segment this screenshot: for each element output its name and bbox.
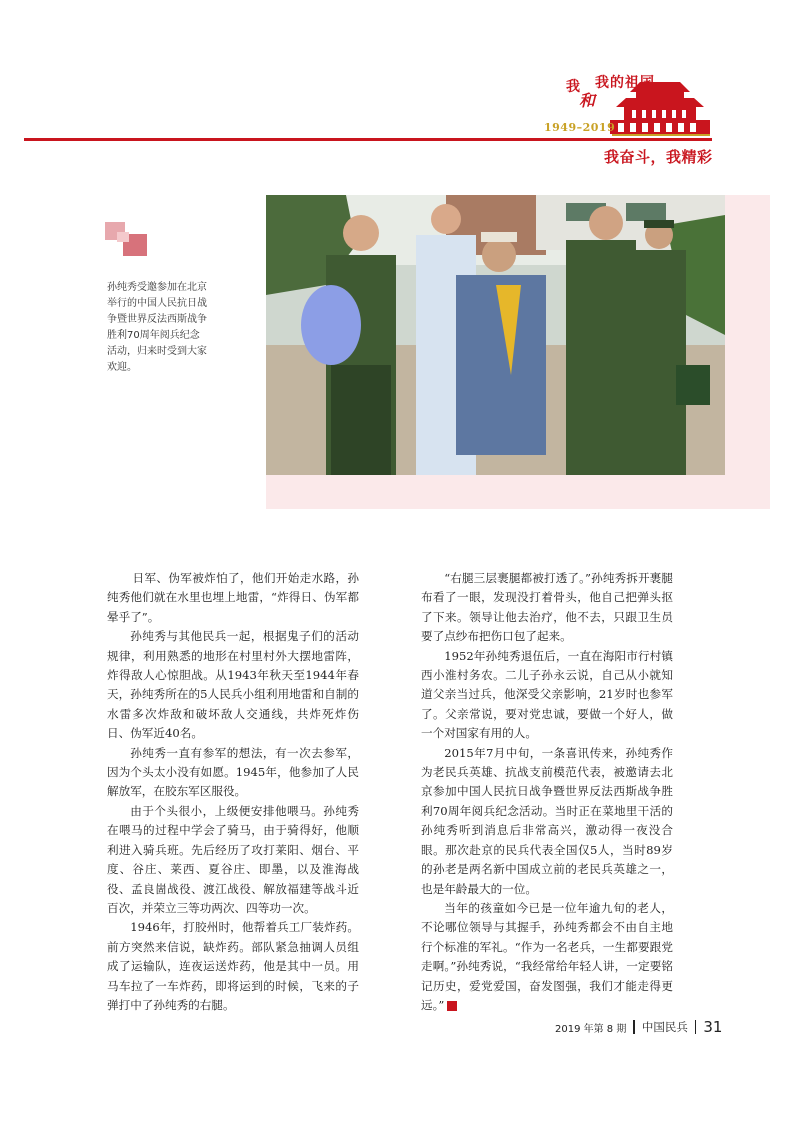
paragraph: 由于个头很小，上级便安排他喂马。孙纯秀在喂马的过程中学会了骑马，由于骑得好，他顺利进入骑兵班。先后经历了攻打莱阳、烟台、平度、谷庄、莱西、夏谷庄、即墨，以及淮海战役、孟良崮战役、渡江战役、解放福建等战斗近百次，并荣立三等功两次、四等功一次。 [107, 803, 359, 915]
page-footer [555, 1018, 722, 1036]
header-slogan: 我奋斗，我精彩 [604, 148, 713, 166]
photo-veteran-welcomed [266, 195, 725, 475]
logo-years: 1949–2019 [544, 121, 616, 134]
article-column-right [421, 569, 673, 1015]
paragraph-text: 当年的孩童如今已是一位年逾九旬的老人，不论哪位领导与其握手，孙纯秀都会不由自主地行个标准的军礼。“作为一名老兵，一生都要跟党走啊。”孙纯秀说，“我经常给年轻人讲，一定要铭记历史，爱党爱国，奋发图强，我们才能走得更远。” [421, 900, 673, 1012]
footer-issue: 2019 年第 8 期 [555, 1023, 627, 1035]
end-mark-icon: 兵 [447, 1001, 457, 1011]
paragraph: 2015年7月中旬，一条喜讯传来，孙纯秀作为老民兵英雄、抗战支前模范代表，被邀请去北京参加中国人民抗日战争暨世界反法西斯战争胜利70周年阅兵纪念活动。当时正在菜地里干活的孙纯秀听到消息后非常高兴，激动得一夜没合眼。那次赴京的民兵代表全国仅5人，当时89岁的孙老是两名新中国成立前的老民兵英雄之一，也是年龄最大的一位。 [421, 745, 673, 896]
logo-title: 我的祖国 [595, 75, 655, 91]
paragraph [421, 899, 673, 1015]
paragraph: 1952年孙纯秀退伍后，一直在海阳市行村镇西小淮村务农。二儿子孙永云说，自己从小就知道父亲当过兵，他深受父亲影响，21岁时也参军了。父亲常说，要对党忠诚，要做一个好人，做一个对国家有用的人。 [421, 648, 673, 741]
logo-wo-char: 我 [566, 79, 580, 95]
paragraph: 日军、伪军被炸怕了，他们开始走水路，孙纯秀他们就在水里也埋上地雷，“炸得日、伪军都晕乎了”。 [107, 571, 359, 624]
logo-he-char: 和 [579, 91, 596, 110]
paragraph: 孙纯秀一直有参军的想法，有一次去参军，因为个头太小没有如愿。1945年，他参加了人民解放军，在胶东军区服役。 [107, 745, 359, 799]
decorative-squares-icon [105, 222, 151, 260]
article-column-left [107, 569, 359, 1015]
footer-divider [695, 1020, 697, 1034]
footer-divider [633, 1020, 635, 1034]
header-rule [24, 138, 712, 141]
paragraph: “右腿三层裹腿都被打透了。”孙纯秀拆开裹腿布看了一眼，发现没打着骨头，他自己把弹头抠了下来。领导让他去治疗，他不去，只跟卫生员要了点纱布把伤口包了起来。 [421, 571, 673, 644]
photo-caption: 孙纯秀受邀参加在北京 举行的中国人民抗日战 争暨世界反法西斯战争 胜利70周年阅兵纪念 活动，归来时受到大家 欢迎。 [107, 282, 207, 373]
paragraph: 1946年，打胶州时，他帮着兵工厂装炸药。前方突然来信说，缺炸药。部队紧急抽调人员组成了运输队，连夜运送炸药，他是其中一员。用马车拉了一车炸药，即将运到的时候，飞来的子弹打中了孙纯秀的右腿。 [107, 920, 359, 1012]
page-number: 31 [703, 1018, 723, 1036]
footer-magazine-name: 中国民兵 [641, 1020, 688, 1034]
paragraph: 孙纯秀与其他民兵一起，根据鬼子们的活动规律，利用熟悉的地形在村里村外大摆地雷阵，炸得敌人心惊胆战。从1943年秋天至1944年春天，孙纯秀所在的5人民兵小组利用地雷和自制的水雷多次炸敌和破坏敌人交通线，共炸死炸伤日、伪军近40名。 [107, 629, 359, 741]
